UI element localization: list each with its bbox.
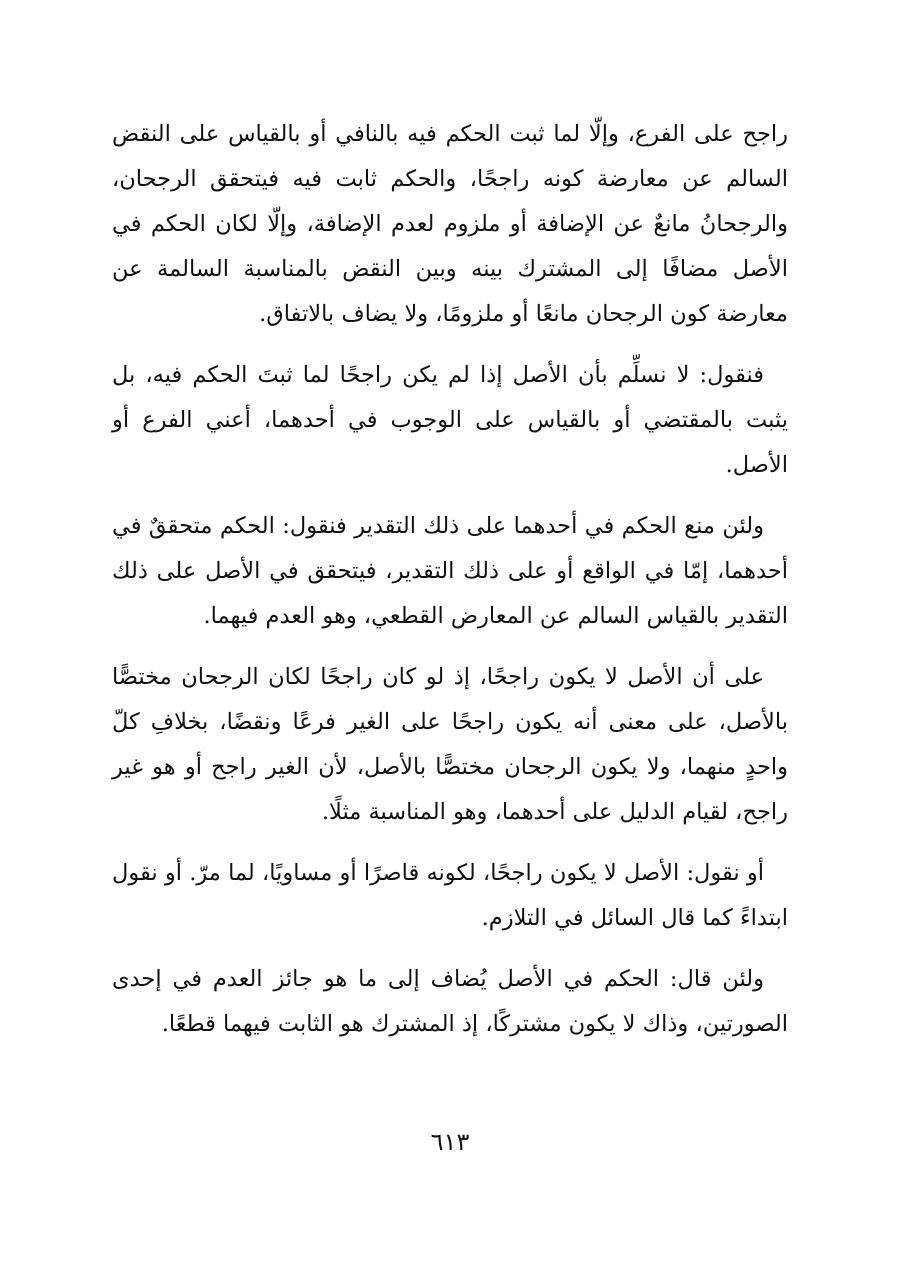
paragraph-2: فنقول: لا نسلِّم بأن الأصل إذا لم يكن راجحًا لما ثبتَ الحكم فيه، بل يثبت بالمقتضي أو بالقياس على الوجوب في أحدهما، أعني الفرع أو الأصل. <box>112 362 788 478</box>
page-number: ٦١٣ <box>430 1128 470 1156</box>
paragraph-5: أو نقول: الأصل لا يكون راجحًا، لكونه قاصرًا أو مساويًا، لما مرّ. أو نقول ابتداءً كما قال السائل في التلازم. <box>112 860 788 931</box>
body-text <box>112 112 788 1063</box>
paragraph-6: ولئن قال: الحكم في الأصل يُضاف إلى ما هو جائز العدم في إحدى الصورتين، وذاك لا يكون مشتركًا، إذ المشترك هو الثابت فيهما قطعًا. <box>112 966 788 1037</box>
paragraph-3: ولئن منع الحكم في أحدهما على ذلك التقدير فنقول: الحكم متحققٌ في أحدهما، إمّا في الواقع أو على ذلك التقدير، فيتحقق في الأصل على ذلك التقدير بالقياس السالم عن المعارض القطعي، وهو العدم فيهما. <box>112 513 788 629</box>
paragraph-1: راجح على الفرع، وإلّا لما ثبت الحكم فيه بالنافي أو بالقياس على النقض السالم عن معارضة كونه راجحًا، والحكم ثابت فيه فيتحقق الرجحان، والرجحانُ مانعٌ عن الإضافة أو ملزوم لعدم الإضافة، وإلّا لكان الحكم في الأصل مضافًا إلى المشترك بينه وبين النقض بالمناسبة السالمة عن معارضة كون الرجحان مانعًا أو ملزومًا، ولا يضاف بالاتفاق. <box>112 121 788 327</box>
paragraph-4: على أن الأصل لا يكون راجحًا، إذ لو كان راجحًا لكان الرجحان مختصًّا بالأصل، على معنى أنه يكون راجحًا على الغير فرعًا ونقضًا، بخلافِ كلّ واحدٍ منهما، ولا يكون الرجحان مختصًّا بالأصل، لأن الغير راجح أو هو غير راجح، لقيام الدليل على أحدهما، وهو المناسبة مثلًا. <box>112 664 788 825</box>
